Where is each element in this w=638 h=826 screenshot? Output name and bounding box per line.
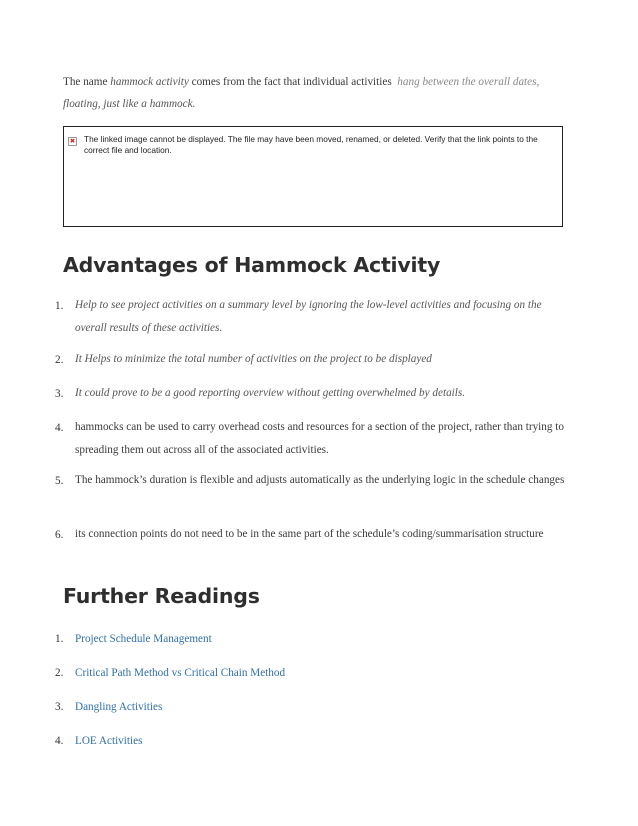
advantage-number: 3. (55, 388, 64, 400)
reading-number: 3. (55, 701, 64, 713)
advantage-number: 4. (55, 422, 64, 434)
intro-term: hammock activity (110, 76, 189, 88)
intro-line-2: floating, just like a hammock. (63, 98, 196, 110)
advantage-item-5: The hammock’s duration is flexible and adjusts automatically as the underlying logic in the schedule changes (75, 474, 565, 486)
intro-italic-tail: hang between the overall dates, (397, 76, 540, 88)
link-loe-activities[interactable]: LOE Activities (75, 735, 143, 747)
advantage-item-6: its connection points do not need to be in the same part of the schedule’s coding/summarisation structure (75, 528, 544, 540)
broken-image-message: The linked image cannot be displayed. The file may have been moved, renamed, or deleted. Verify that the link points to the correct file and location. (84, 134, 538, 155)
advantage-number: 2. (55, 354, 64, 366)
link-dangling-activities[interactable]: Dangling Activities (75, 701, 163, 713)
broken-image-icon (68, 137, 77, 146)
link-project-schedule-management[interactable]: Project Schedule Management (75, 633, 212, 645)
advantages-heading: Advantages of Hammock Activity (63, 253, 441, 277)
link-critical-path-vs-chain[interactable]: Critical Path Method vs Critical Chain Method (75, 667, 286, 679)
advantage-number: 6. (55, 529, 64, 541)
advantage-item-3: It could prove to be a good reporting overview without getting overwhelmed by details. (75, 387, 466, 399)
reading-number: 4. (55, 735, 64, 747)
further-readings-heading: Further Readings (63, 584, 260, 608)
advantage-item-1: Help to see project activities on a summary level by ignoring the low-level activities and focusing on the overall results of these activities. (75, 299, 542, 334)
intro-prefix: The name (63, 76, 108, 88)
intro-line-1 (63, 75, 539, 89)
reading-number: 2. (55, 667, 64, 679)
intro-middle: comes from the fact that individual activities (191, 76, 392, 88)
advantage-item-4: hammocks can be used to carry overhead costs and resources for a section of the project, rather than trying to spreading them out across all of the associated activities. (75, 421, 564, 456)
advantage-number: 5. (55, 475, 64, 487)
advantage-number: 1. (55, 300, 64, 312)
reading-number: 1. (55, 633, 64, 645)
advantage-item-2: It Helps to minimize the total number of activities on the project to be displayed (75, 353, 432, 365)
